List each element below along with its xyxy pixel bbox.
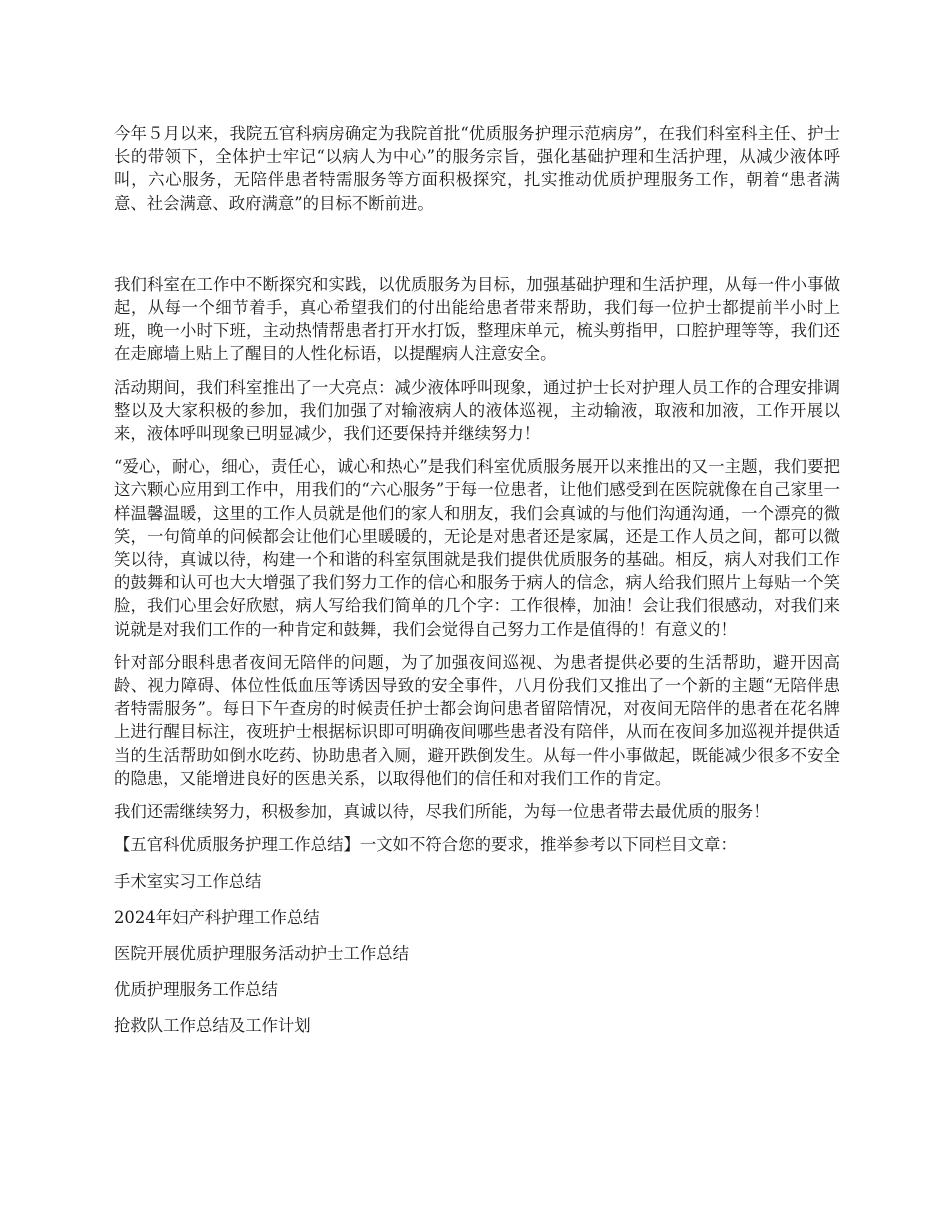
related-article-link[interactable]: 抢救队工作总结及工作计划: [114, 1016, 311, 1036]
paragraph-highlight: 活动期间，我们科室推出了一大亮点：减少液体呼叫现象，通过护士长对护理人员工作的合理安排调整以及大家积极的参加，我们加强了对输液病人的液体巡视，主动输液，取液和加液，工作开展以来，液体呼叫现象已明显减少，我们还要保持并继续努力！: [114, 377, 840, 444]
paragraph-practice: 我们科室在工作中不断探究和实践，以优质服务为目标，加强基础护理和生活护理，从每一件小事做起，从每一个细节着手，真心希望我们的付出能给患者带来帮助，我们每一位护士都提前半小时上班，晚一小时下班，主动热情帮患者打开水打饭，整理床单元，梳头剪指甲，口腔护理等等，我们还在走廊墙上贴上了醒目的人性化标语，以提醒病人注意安全。: [114, 274, 840, 364]
related-article-link[interactable]: 2024年妇产科护理工作总结: [114, 908, 320, 928]
paragraph-night-care: 针对部分眼科患者夜间无陪伴的问题，为了加强夜间巡视、为患者提供必要的生活帮助，避开因高龄、视力障碍、体位性低血压等诱因导致的安全事件，八月份我们又推出了一个新的主题“无陪伴患者特需服务”。每日下午查房的时候责任护士都会询问患者留陪情况，对夜间无陪伴的患者在花名牌上进行醒目标注，夜班护士根据标识即可明确夜间哪些患者没有陪伴，从而在夜间多加巡视并提供适当的生活帮助如倒水吃药、协助患者入厕，避开跌倒发生。从每一件小事做起，既能减少很多不安全的隐患，又能增进良好的医患关系，以取得他们的信任和对我们工作的肯定。: [114, 652, 840, 788]
paragraph-six-hearts: “爱心，耐心，细心，责任心，诚心和热心”是我们科室优质服务展开以来推出的又一主题，我们要把这六颗心应用到工作中，用我们的“六心服务”于每一位患者，让他们感受到在医院就像在自己家里一样温馨温暖，这里的工作人员就是他们的家人和朋友，我们会真诚的与他们沟通沟通，一个漂亮的微笑，一句简单的问候都会让他们心里暖暖的，无论是对患者还是家属，还是工作人员之间，都可以微笑以待，真诚以待，构建一个和谐的科室氛围就是我们提供优质服务的基础。相反，病人对我们工作的鼓舞和认可也大大增强了我们努力工作的信心和服务于病人的信念，病人给我们照片上每贴一个笑脸，我们心里会好欣慰，病人写给我们简单的几个字：工作很棒，加油！会让我们很感动，对我们来说就是对我们工作的一种肯定和鼓舞，我们会觉得自己努力工作是值得的！有意义的！: [114, 457, 840, 639]
related-notice: 【五官科优质服务护理工作总结】一文如不符合您的要求，推举参考以下同栏目文章：: [114, 835, 737, 855]
related-article-link[interactable]: 优质护理服务工作总结: [114, 980, 278, 1000]
paragraph-intro: 今年５月以来，我院五官科病房确定为我院首批“优质服务护理示范病房”，在我们科室科主任、护士长的带领下，全体护士牢记“以病人为中心”的服务宗旨，强化基础护理和生活护理，从减少液体呼叫，六心服务，无陪伴患者特需服务等方面积极探究，扎实推动优质护理服务工作，朝着“患者满意、社会满意、政府满意”的目标不断前进。: [114, 124, 840, 213]
related-articles-list: [114, 870, 840, 1037]
related-article-link[interactable]: 手术室实习工作总结: [114, 872, 262, 892]
paragraph-closing: 我们还需继续努力，积极参加，真诚以待，尽我们所能，为每一位患者带去最优质的服务！: [114, 802, 770, 822]
document-body: [114, 122, 840, 1050]
related-article-link[interactable]: 医院开展优质护理服务活动护士工作总结: [114, 944, 410, 964]
